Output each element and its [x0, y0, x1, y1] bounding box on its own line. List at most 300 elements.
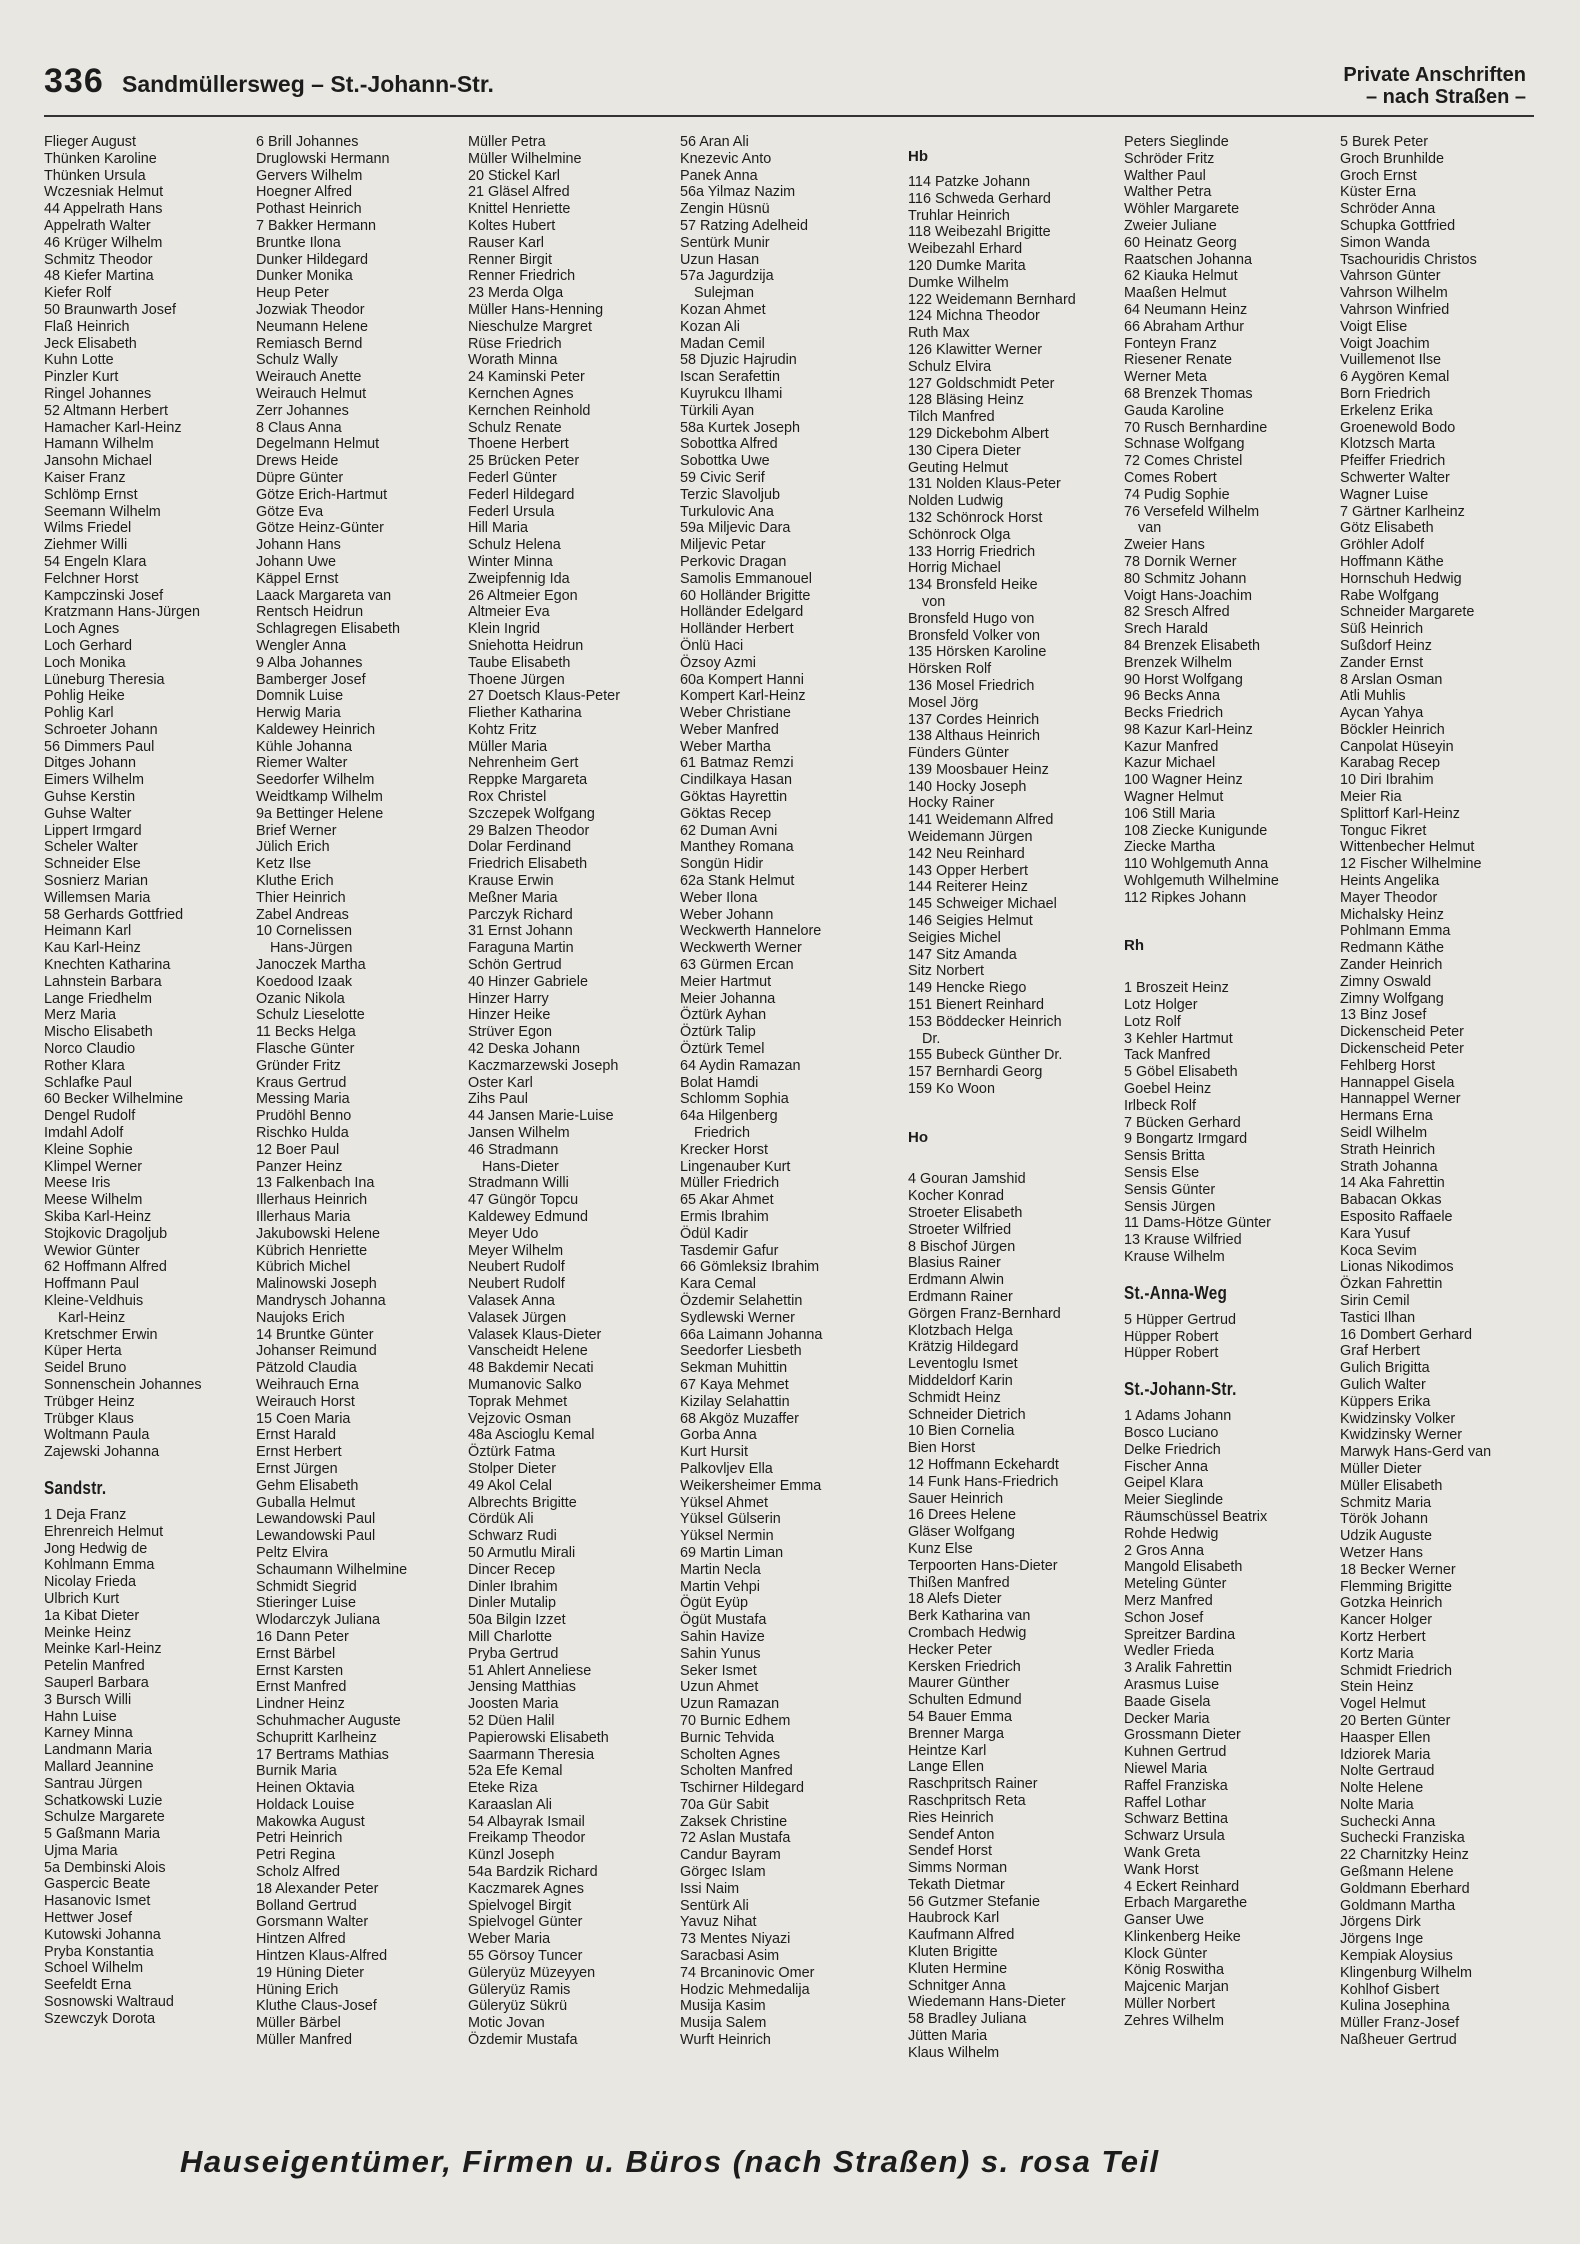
resident-entry: Bamberger Josef	[256, 671, 366, 688]
resident-entry: 18 Alexander Peter	[256, 1880, 379, 1897]
resident-entry: Ketz Ilse	[256, 856, 312, 873]
resident-entry: Middeldorf Karin	[908, 1372, 1013, 1389]
resident-entry: 82 Sresch Alfred	[1124, 604, 1230, 621]
resident-entry: 57 Ratzing Adelheid	[680, 217, 809, 234]
resident-entry: Sosnowski Waltraud	[44, 1994, 174, 2011]
resident-entry: Pryba Konstantia	[44, 1943, 154, 1960]
resident-entry: Petri Regina	[256, 1847, 336, 1864]
resident-entry: 10 Diri Ibrahim	[1340, 772, 1434, 789]
resident-entry: Knittel Henriette	[468, 201, 571, 218]
resident-entry: Trübger Klaus	[44, 1410, 134, 1427]
resident-entry: Mumanovic Salko	[468, 1376, 582, 1393]
resident-entry: Görgec Islam	[680, 1864, 766, 1881]
resident-entry: Laack Margareta van	[256, 587, 392, 604]
resident-entry: Kazur Michael	[1124, 755, 1216, 772]
resident-entry: Herwig Maria	[256, 705, 341, 722]
footer-note: Hauseigentümer, Firmen u. Büros (nach Straßen) s. rosa Teil	[180, 2144, 1160, 2179]
resident-entry: Merz Manfred	[1124, 1592, 1213, 1609]
resident-entry: 46 Stradmann	[468, 1141, 559, 1158]
resident-entry: Weber Ilona	[680, 889, 758, 906]
resident-entry: Kuhnen Gertrud	[1124, 1744, 1227, 1761]
resident-entry: Weikersheimer Emma	[680, 1477, 822, 1494]
resident-entry: Schröder Fritz	[1124, 150, 1215, 167]
resident-entry: Weibezahl Erhard	[908, 241, 1023, 258]
resident-entry: 130 Cipera Dieter	[908, 442, 1021, 459]
resident-entry: Iscan Serafettin	[680, 369, 780, 386]
resident-entry: Druglowski Hermann	[256, 150, 390, 167]
resident-entry: Gauda Karoline	[1124, 402, 1225, 419]
resident-entry: Ernst Jürgen	[256, 1460, 338, 1477]
resident-entry: 132 Schönrock Horst	[908, 509, 1043, 526]
resident-entry: 58a Kurtek Joseph	[680, 419, 801, 436]
resident-entry: 48 Bakdemir Necati	[468, 1360, 594, 1377]
resident-entry: Kratzmann Hans-Jürgen	[44, 604, 200, 621]
resident-entry: Kaldewey Edmund	[468, 1209, 588, 1225]
resident-entry: Güleryüz Sükrü	[468, 1998, 568, 2015]
resident-entry: Groch Ernst	[1340, 167, 1417, 184]
resident-entry: Ringel Johannes	[44, 385, 152, 402]
resident-entry: Decker Maria	[1124, 1710, 1210, 1727]
resident-entry: Weber Manfred	[680, 721, 779, 738]
resident-entry: 16 Drees Helene	[908, 1507, 1016, 1524]
resident-entry: Uzun Ahmet	[680, 1679, 759, 1696]
resident-entry: Seker Ismet	[680, 1662, 757, 1679]
resident-entry: Bolat Hamdi	[680, 1074, 759, 1091]
resident-entry: Klimpel Werner	[44, 1158, 143, 1175]
resident-entry: Pohlig Karl	[44, 705, 114, 722]
resident-entry: Oster Karl	[468, 1074, 533, 1091]
resident-entry: Önlü Haci	[680, 637, 744, 654]
resident-entry: Ziehmer Willi	[44, 537, 128, 554]
resident-entry: Stradmann Willi	[468, 1175, 569, 1192]
resident-entry: Wurft Heinrich	[680, 2032, 771, 2049]
resident-entry: 16 Dann Peter	[256, 1628, 349, 1645]
resident-entry: Dickenscheid Peter	[1340, 1024, 1464, 1041]
page-number: 336	[44, 62, 104, 100]
resident-entry: 5 Burek Peter	[1340, 134, 1428, 150]
resident-entry: Spreitzer Bardina	[1124, 1626, 1236, 1643]
resident-entry: Ulbrich Kurt	[44, 1590, 120, 1607]
resident-entry: Drews Heide	[256, 453, 339, 470]
resident-entry: Schupritt Karlheinz	[256, 1729, 377, 1746]
resident-entry: 20 Berten Günter	[1340, 1712, 1451, 1729]
resident-entry: Gulich Walter	[1340, 1376, 1426, 1393]
resident-entry: Ganser Uwe	[1124, 1912, 1204, 1929]
resident-entry: Ögüt Eyüp	[680, 1595, 748, 1612]
resident-entry: 72 Aslan Mustafa	[680, 1830, 791, 1847]
resident-entry: 4 Eckert Reinhard	[1124, 1878, 1240, 1895]
resident-entry: Fliether Katharina	[468, 705, 582, 722]
resident-entry: Idziorek Maria	[1340, 1746, 1431, 1763]
resident-entry: Kortz Maria	[1340, 1645, 1414, 1662]
resident-entry: Dunker Monika	[256, 268, 353, 285]
resident-entry: Lange Friedhelm	[44, 990, 152, 1007]
resident-entry: Sulejman	[694, 285, 754, 302]
resident-entry: Sensis Else	[1124, 1165, 1200, 1182]
resident-entry: Thoene Jürgen	[468, 671, 565, 688]
resident-entry: Maaßen Helmut	[1124, 285, 1227, 302]
resident-entry: Müller Wilhelmine	[468, 150, 582, 167]
spacer	[908, 1155, 1122, 1172]
resident-entry: 54 Engeln Klara	[44, 553, 147, 570]
resident-entry: Hill Maria	[468, 520, 528, 537]
spacer	[908, 1098, 1122, 1115]
resident-entry: 14 Bruntke Günter	[256, 1326, 374, 1343]
resident-entry: Mischo Elisabeth	[44, 1024, 153, 1041]
resident-entry: Karl-Heinz	[58, 1309, 126, 1326]
resident-entry: Meier Johanna	[680, 990, 776, 1007]
resident-entry: Meßner Maria	[468, 889, 558, 906]
resident-entry: Wank Greta	[1124, 1844, 1201, 1861]
resident-entry: Räumschüssel Beatrix	[1124, 1508, 1268, 1525]
resident-entry: Illerhaus Heinrich	[256, 1192, 368, 1209]
resident-entry: Jozwiak Theodor	[256, 301, 365, 318]
resident-entry: Bruntke Ilona	[256, 234, 341, 251]
resident-entry: Domnik Luise	[256, 688, 344, 705]
resident-entry: Jülich Erich	[256, 839, 330, 856]
resident-entry: Voigt Hans-Joachim	[1124, 587, 1252, 604]
resident-entry: Wiedemann Hans-Dieter	[908, 1994, 1066, 2011]
directory-column-4	[680, 134, 894, 2049]
resident-entry: Irlbeck Rolf	[1124, 1097, 1196, 1114]
resident-entry: Hasanovic Ismet	[44, 1893, 151, 1910]
resident-entry: Freikamp Theodor	[468, 1830, 586, 1847]
resident-entry: Janoczek Martha	[256, 957, 366, 974]
resident-entry: 60 Becker Wilhelmine	[44, 1091, 184, 1108]
resident-entry: Stolper Dieter	[468, 1460, 556, 1477]
resident-entry: Hettwer Josef	[44, 1910, 132, 1927]
resident-entry: Rother Klara	[44, 1057, 125, 1074]
resident-entry: Santrau Jürgen	[44, 1775, 143, 1792]
resident-entry: Meyer Wilhelm	[468, 1242, 564, 1259]
resident-entry: 62 Kiauka Helmut	[1124, 268, 1238, 285]
resident-entry: 48 Kiefer Martina	[44, 268, 154, 285]
resident-entry: Norco Claudio	[44, 1041, 136, 1058]
resident-entry: Zehres Wilhelm	[1124, 2012, 1224, 2029]
resident-entry: 18 Becker Werner	[1340, 1561, 1456, 1578]
resident-entry: Comes Robert	[1124, 469, 1217, 486]
resident-entry: 7 Gärtner Karlheinz	[1340, 503, 1465, 520]
resident-entry: 8 Bischof Jürgen	[908, 1238, 1016, 1255]
resident-entry: 58 Bradley Juliana	[908, 2011, 1027, 2028]
directory-column-1	[44, 134, 258, 2028]
resident-entry: Flemming Brigitte	[1340, 1578, 1452, 1595]
resident-entry: Raffel Lothar	[1124, 1794, 1207, 1811]
resident-entry: Trübger Heinz	[44, 1393, 135, 1410]
resident-entry: Federl Ursula	[468, 503, 555, 520]
resident-entry: Yüksel Ahmet	[680, 1494, 768, 1511]
resident-entry: Renner Birgit	[468, 251, 552, 268]
resident-entry: 6 Aygören Kemal	[1340, 369, 1450, 386]
resident-entry: Müller Friedrich	[680, 1175, 780, 1192]
resident-entry: Dinler Ibrahim	[468, 1578, 558, 1595]
resident-entry: Erbach Margarethe	[1124, 1895, 1248, 1912]
resident-entry: Altmeier Eva	[468, 604, 550, 621]
resident-entry: Erdmann Rainer	[908, 1289, 1013, 1305]
resident-entry: Hans-Jürgen	[270, 940, 353, 957]
resident-entry: Gorba Anna	[680, 1427, 757, 1444]
resident-entry: Scheler Walter	[44, 839, 138, 856]
resident-entry: Felchner Horst	[44, 570, 139, 587]
resident-entry: Pryba Gertrud	[468, 1645, 559, 1662]
resident-entry: 16 Dombert Gerhard	[1340, 1326, 1472, 1343]
resident-entry: Hinzer Heike	[468, 1007, 551, 1024]
resident-entry: Kluten Hermine	[908, 1960, 1008, 1977]
resident-entry: Müller Manfred	[256, 2032, 352, 2049]
resident-entry: Rox Christel	[468, 789, 547, 806]
resident-entry: Brenzek Wilhelm	[1124, 654, 1232, 671]
resident-entry: Valasek Anna	[468, 1292, 555, 1309]
resident-entry: 51 Ahlert Anneliese	[468, 1662, 592, 1679]
resident-entry: Ernst Harald	[256, 1427, 336, 1444]
resident-entry: Vanscheidt Helene	[468, 1343, 588, 1360]
resident-entry: Szewczyk Dorota	[44, 2010, 156, 2027]
resident-entry: Kühle Johanna	[256, 738, 353, 755]
resident-entry: Sensis Britta	[1124, 1148, 1205, 1165]
resident-entry: Küper Herta	[44, 1343, 122, 1360]
resident-entry: Ernst Herbert	[256, 1444, 342, 1461]
resident-entry: Sahin Havize	[680, 1628, 765, 1645]
resident-entry: Fischer Anna	[1124, 1458, 1208, 1475]
resident-entry: 61 Batmaz Remzi	[680, 755, 794, 772]
resident-entry: Heinen Oktavia	[256, 1780, 355, 1797]
resident-entry: Müller Maria	[468, 738, 548, 755]
resident-entry: Mayer Theodor	[1340, 889, 1438, 906]
resident-entry: Mill Charlotte	[468, 1628, 552, 1645]
resident-entry: 73 Mentes Niyazi	[680, 1931, 791, 1948]
resident-entry: Hinzer Harry	[468, 990, 549, 1007]
resident-entry: Aycan Yahya	[1340, 705, 1424, 722]
resident-entry: Käppel Ernst	[256, 570, 339, 587]
resident-entry: Öztürk Ayhan	[680, 1007, 767, 1024]
resident-entry: Crombach Hedwig	[908, 1624, 1027, 1641]
resident-entry: Dengel Rudolf	[44, 1108, 136, 1125]
resident-entry: Ruth Max	[908, 325, 970, 342]
resident-entry: Kunz Else	[908, 1540, 973, 1557]
resident-entry: 66a Laimann Johanna	[680, 1326, 823, 1343]
directory-column-7	[1340, 134, 1554, 2049]
resident-entry: 142 Neu Reinhard	[908, 845, 1025, 862]
resident-entry: Schneider Margarete	[1340, 604, 1475, 621]
resident-entry: Zweier Juliane	[1124, 217, 1217, 234]
resident-entry: Böckler Heinrich	[1340, 721, 1445, 738]
resident-entry: Seidel Bruno	[44, 1360, 127, 1377]
resident-entry: Schmitz Theodor	[44, 251, 153, 268]
resident-entry: Suchecki Franziska	[1340, 1830, 1465, 1847]
resident-entry: 22 Charnitzky Heinz	[1340, 1847, 1469, 1864]
resident-entry: Kaldewey Heinrich	[256, 721, 376, 738]
resident-entry: Riesener Renate	[1124, 352, 1232, 369]
resident-entry: Johann Uwe	[256, 553, 336, 570]
resident-entry: van	[1138, 520, 1162, 537]
resident-entry: Marwyk Hans-Gerd van	[1340, 1444, 1492, 1461]
resident-entry: Lippert Irmgard	[44, 822, 142, 839]
resident-entry: Schulten Edmund	[908, 1692, 1022, 1709]
resident-entry: Winter Minna	[468, 553, 553, 570]
resident-entry: 58 Djuzic Hajrudin	[680, 352, 797, 369]
resident-entry: 110 Wohlgemuth Anna	[1124, 856, 1269, 873]
resident-entry: Brenner Marga	[908, 1725, 1004, 1742]
resident-entry: Renner Friedrich	[468, 268, 576, 285]
resident-entry: 62 Hoffmann Alfred	[44, 1259, 167, 1276]
resident-entry: 157 Bernhardi Georg	[908, 1064, 1043, 1081]
resident-entry: Schmidt Friedrich	[1340, 1662, 1452, 1679]
resident-entry: 140 Hocky Joseph	[908, 778, 1027, 795]
resident-entry: Sußdorf Heinz	[1340, 637, 1432, 654]
resident-entry: Sentürk Ali	[680, 1897, 749, 1914]
resident-entry: Lewandowski Paul	[256, 1511, 376, 1528]
resident-entry: Dr.	[922, 1030, 941, 1047]
resident-entry: Canpolat Hüseyin	[1340, 738, 1454, 755]
resident-entry: 10 Cornelissen	[256, 923, 352, 940]
resident-entry: Holländer Herbert	[680, 621, 794, 638]
resident-entry: Meese Iris	[44, 1175, 111, 1192]
resident-entry: Naßheuer Gertrud	[1340, 2032, 1457, 2049]
resident-entry: Imdahl Adolf	[44, 1125, 124, 1142]
resident-entry: 44 Appelrath Hans	[44, 201, 163, 218]
resident-entry: Klingenburg Wilhelm	[1340, 1964, 1472, 1981]
resident-entry: 59a Miljevic Dara	[680, 520, 791, 537]
resident-entry: 55 Görsoy Tuncer	[468, 1948, 583, 1965]
resident-entry: 8 Claus Anna	[256, 419, 342, 436]
resident-entry: Gläser Wolfgang	[908, 1524, 1015, 1541]
resident-entry: Burnik Maria	[256, 1763, 337, 1780]
resident-entry: Schneider Dietrich	[908, 1406, 1026, 1423]
resident-entry: 49 Akol Celal	[468, 1477, 552, 1494]
resident-entry: 133 Horrig Friedrich	[908, 543, 1036, 560]
resident-entry: Sitz Norbert	[908, 963, 984, 980]
resident-entry: Zerr Johannes	[256, 402, 349, 419]
resident-entry: Özkan Fahrettin	[1340, 1276, 1443, 1293]
resident-entry: 26 Altmeier Egon	[468, 587, 578, 604]
resident-entry: Jeck Elisabeth	[44, 335, 137, 352]
resident-entry: Meese Wilhelm	[44, 1192, 143, 1209]
resident-entry: Friedrich	[694, 1125, 750, 1142]
resident-entry: Meier Sieglinde	[1124, 1492, 1224, 1509]
resident-entry: 5 Göbel Elisabeth	[1124, 1064, 1238, 1081]
resident-entry: Vejzovic Osman	[468, 1410, 572, 1427]
resident-entry: Jörgens Inge	[1340, 1931, 1424, 1948]
resident-entry: Schatkowski Luzie	[44, 1792, 163, 1809]
resident-entry: Graf Herbert	[1340, 1343, 1420, 1360]
resident-entry: Hüpper Robert	[1124, 1328, 1219, 1345]
section-title	[1343, 64, 1526, 108]
resident-entry: 136 Mosel Friedrich	[908, 677, 1035, 694]
resident-entry: 126 Klawitter Werner	[908, 341, 1043, 358]
resident-entry: 50a Bilgin Izzet	[468, 1612, 566, 1629]
resident-entry: Wohlgemuth Wilhelmine	[1124, 873, 1279, 890]
resident-entry: 1 Broszeit Heinz	[1124, 980, 1229, 997]
resident-entry: Schnitger Anna	[908, 1977, 1006, 1994]
resident-entry: 11 Becks Helga	[256, 1024, 356, 1041]
resident-entry: Tsachouridis Christos	[1340, 251, 1477, 268]
resident-entry: 68 Brenzek Thomas	[1124, 385, 1253, 402]
resident-entry: Vogel Helmut	[1340, 1696, 1426, 1713]
resident-entry: Valasek Jürgen	[468, 1309, 567, 1326]
resident-entry: 143 Opper Herbert	[908, 862, 1028, 879]
resident-entry: 44 Jansen Marie-Luise	[468, 1108, 614, 1125]
resident-entry: Lewandowski Paul	[256, 1528, 376, 1545]
resident-entry: Hannappel Werner	[1340, 1091, 1461, 1108]
resident-entry: Mosel Jörg	[908, 694, 979, 711]
resident-entry: Kleine Sophie	[44, 1141, 133, 1158]
resident-entry: Kara Cemal	[680, 1276, 756, 1293]
resident-entry: Küster Erna	[1340, 184, 1416, 201]
resident-entry: Haubrock Karl	[908, 1910, 1000, 1927]
resident-entry: Schwarz Bettina	[1124, 1811, 1228, 1828]
resident-entry: Hannappel Gisela	[1340, 1074, 1455, 1091]
resident-entry: Madan Cemil	[680, 335, 765, 352]
resident-entry: Müller Elisabeth	[1340, 1477, 1443, 1494]
resident-entry: Saracbasi Asim	[680, 1948, 780, 1965]
resident-entry: Tekath Dietmar	[908, 1876, 1005, 1893]
resident-entry: Hoegner Alfred	[256, 184, 352, 201]
resident-entry: Nehrenheim Gert	[468, 755, 579, 772]
resident-entry: Weidtkamp Wilhelm	[256, 789, 383, 806]
resident-entry: Seigies Michel	[908, 929, 1001, 946]
resident-entry: Scholz Alfred	[256, 1864, 340, 1881]
resident-entry: Nolden Ludwig	[908, 493, 1004, 510]
resident-entry: 8 Arslan Osman	[1340, 671, 1443, 688]
resident-entry: Loch Monika	[44, 654, 126, 671]
resident-entry: Esposito Raffaele	[1340, 1209, 1453, 1225]
resident-entry: 54 Bauer Emma	[908, 1708, 1012, 1725]
resident-entry: 144 Reiterer Heinz	[908, 879, 1028, 896]
resident-entry: Schulz Lieselotte	[256, 1007, 365, 1024]
section-title-line-1: Private Anschriften	[1343, 64, 1526, 86]
resident-entry: Yüksel Nermin	[680, 1528, 774, 1545]
resident-entry: Raffel Franziska	[1124, 1777, 1228, 1794]
resident-entry: Götz Elisabeth	[1340, 520, 1434, 537]
resident-entry: Geuting Helmut	[908, 459, 1008, 476]
resident-entry: 63 Gürmen Ercan	[680, 957, 794, 974]
resident-entry: Heints Angelika	[1340, 873, 1440, 890]
resident-entry: 145 Schweiger Michael	[908, 896, 1057, 913]
resident-entry: 13 Falkenbach Ina	[256, 1175, 375, 1192]
resident-entry: Kaiser Franz	[44, 469, 126, 486]
resident-entry: Mangold Elisabeth	[1124, 1559, 1243, 1576]
resident-entry: Tilch Manfred	[908, 409, 995, 426]
resident-entry: 9 Alba Johannes	[256, 654, 363, 671]
resident-entry: Grossmann Dieter	[1124, 1727, 1241, 1744]
resident-entry: Szczepek Wolfgang	[468, 805, 595, 822]
resident-entry: Jansen Wilhelm	[468, 1125, 570, 1142]
resident-entry: 9 Bongartz Irmgard	[1124, 1131, 1248, 1148]
resident-entry: Horrig Michael	[908, 560, 1001, 577]
resident-entry: Seefeldt Erna	[44, 1977, 132, 1994]
resident-entry: Weirauch Helmut	[256, 385, 367, 402]
resident-entry: 60 Heinatz Georg	[1124, 234, 1237, 251]
resident-entry: Rohde Hedwig	[1124, 1525, 1219, 1542]
resident-entry: 52a Efe Kemal	[468, 1763, 563, 1780]
resident-entry: Lange Ellen	[908, 1759, 985, 1776]
resident-entry: Petri Heinrich	[256, 1830, 343, 1847]
resident-entry: Issi Naim	[680, 1880, 740, 1897]
resident-entry: Lahnstein Barbara	[44, 973, 162, 990]
resident-entry: Götze Heinz-Günter	[256, 520, 384, 537]
resident-entry: Terpoorten Hans-Dieter	[908, 1557, 1058, 1574]
resident-entry: Hocky Rainer	[908, 795, 995, 812]
resident-entry: Sydlewski Werner	[680, 1309, 795, 1326]
resident-entry: Krause Wilhelm	[1124, 1249, 1225, 1265]
resident-entry: Parczyk Richard	[468, 906, 573, 923]
resident-entry: Pohlig Heike	[44, 688, 125, 705]
resident-entry: Maurer Günther	[908, 1675, 1010, 1692]
resident-entry: 62 Duman Avni	[680, 822, 778, 839]
resident-entry: Kluthe Erich	[256, 873, 334, 890]
resident-entry: 64 Neumann Heinz	[1124, 301, 1248, 318]
resident-entry: 108 Ziecke Kunigunde	[1124, 822, 1268, 839]
